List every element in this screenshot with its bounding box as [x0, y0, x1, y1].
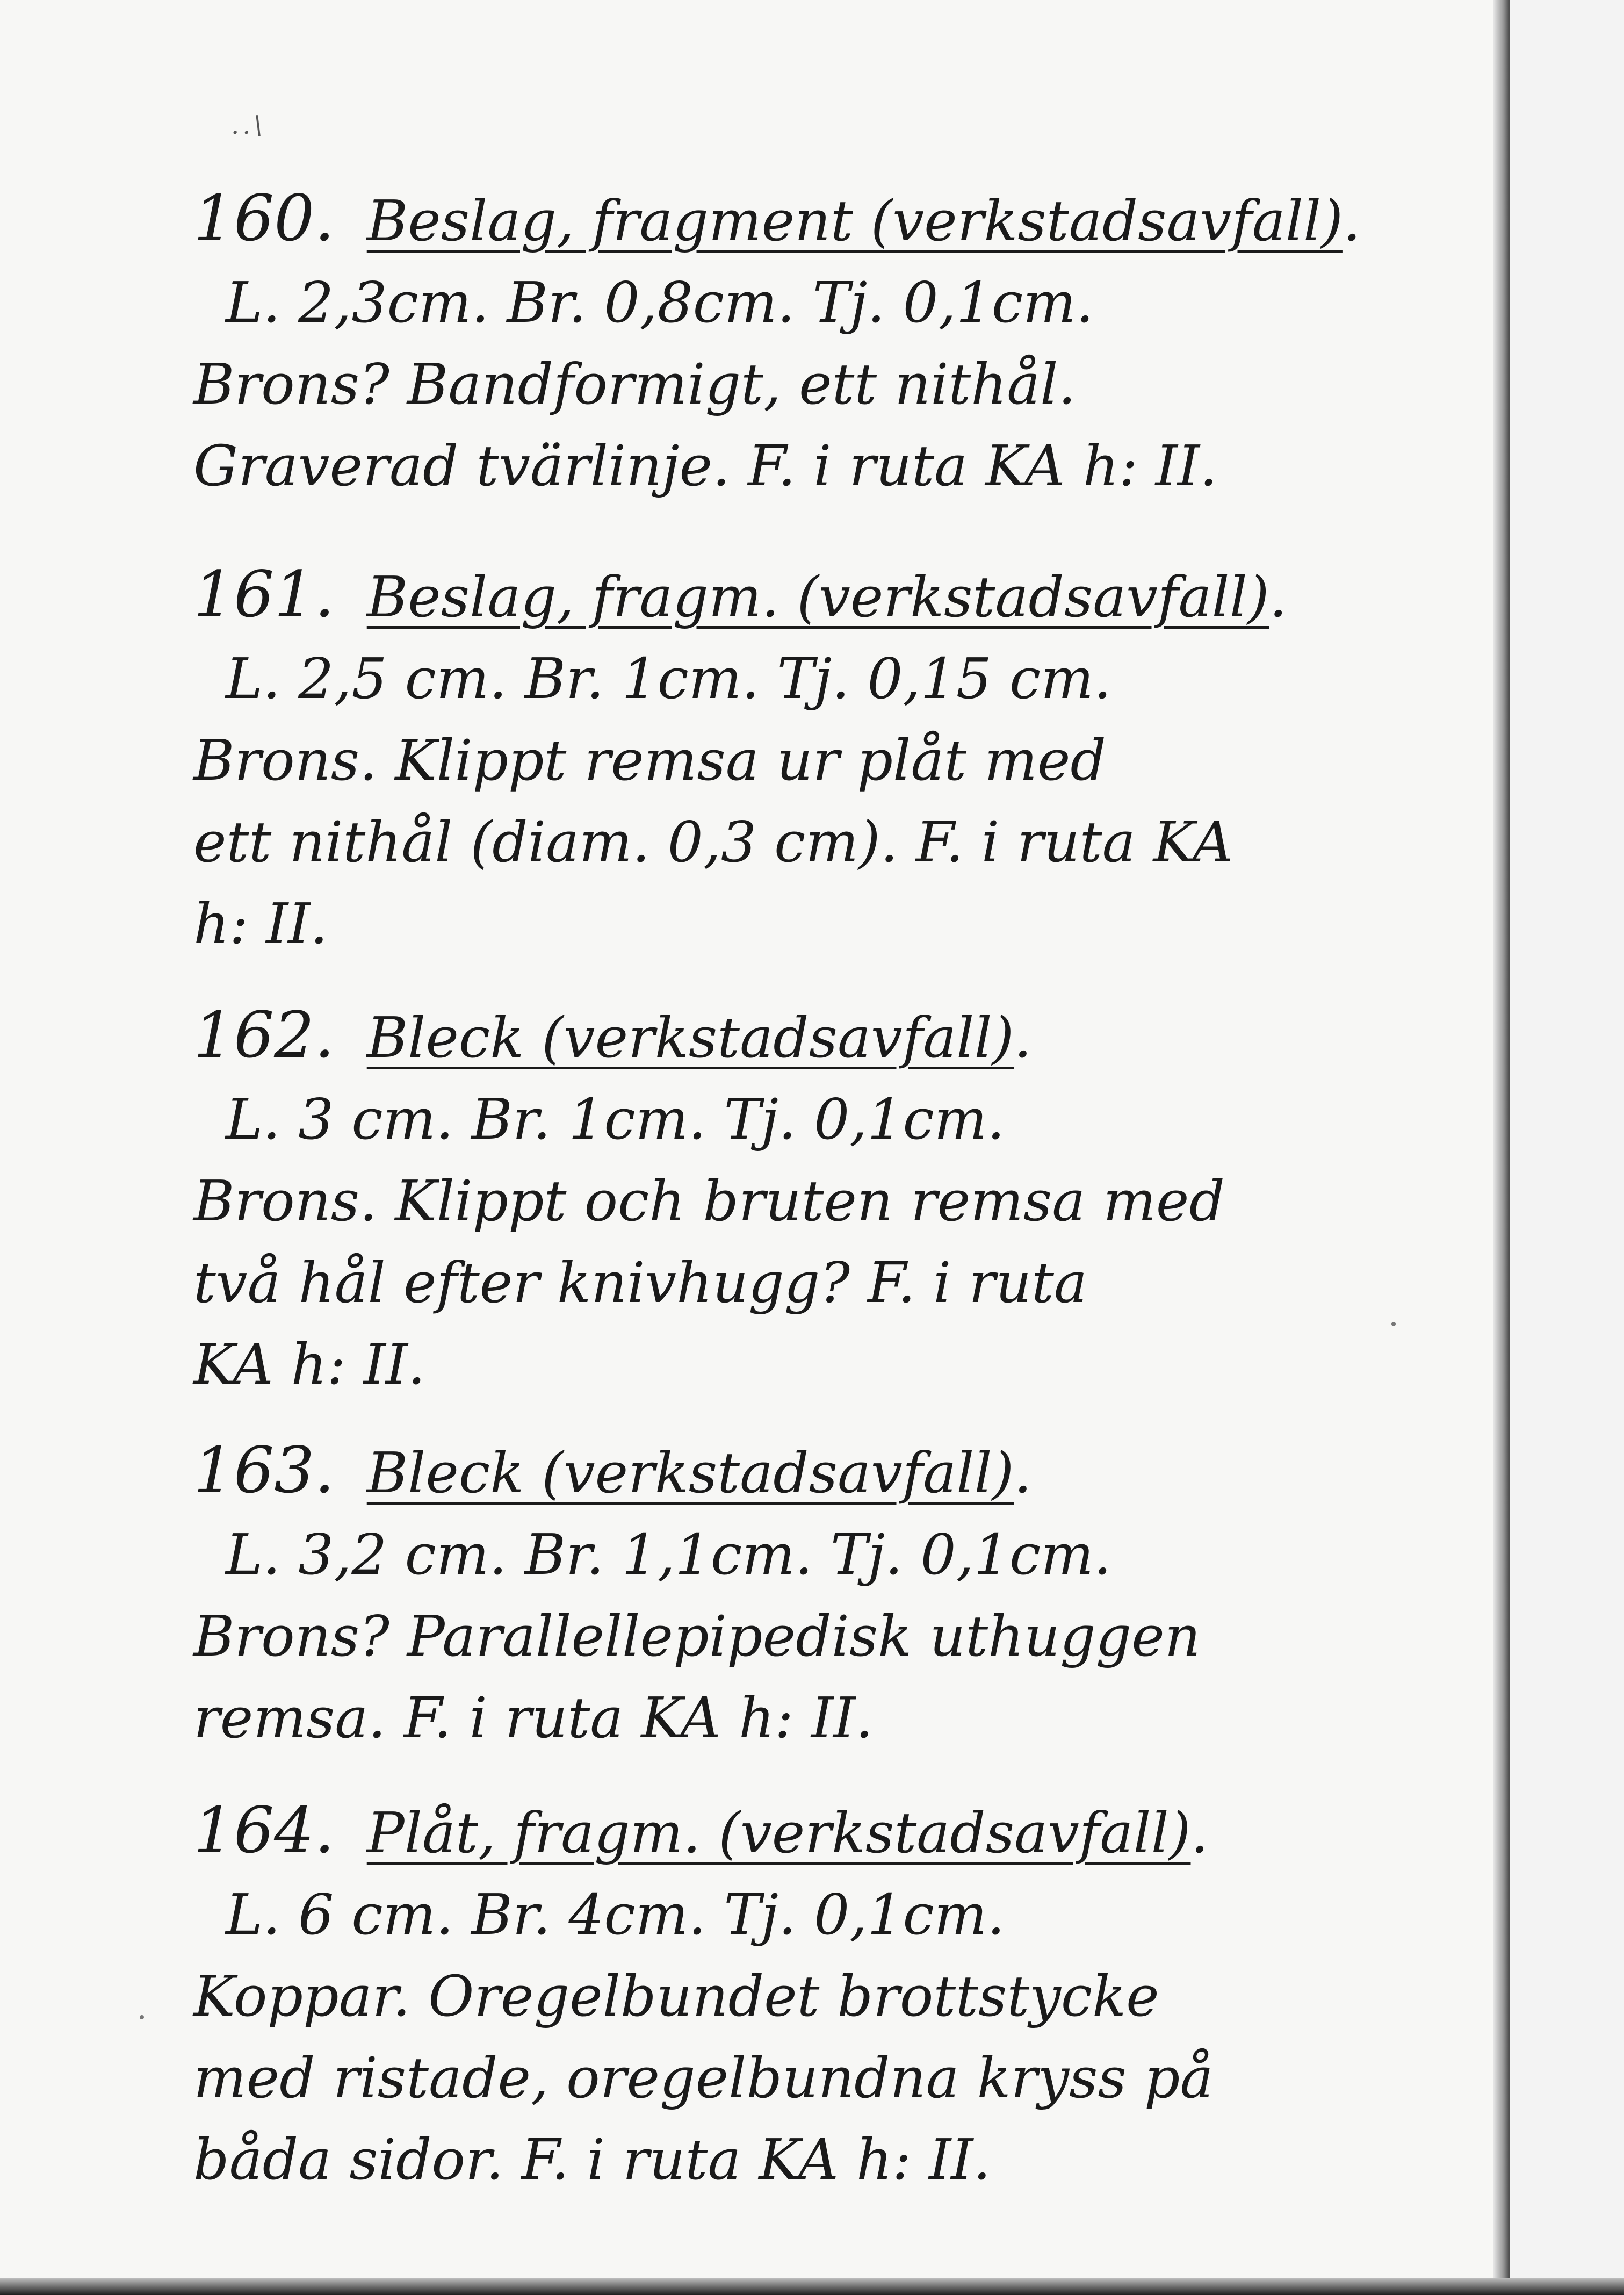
entry-heading: [193, 1789, 1348, 1874]
entry-title: Beslag, fragment (verkstadsavfall): [366, 188, 1343, 254]
page-edge-shadow: [1493, 0, 1510, 2295]
entry-heading: [193, 994, 1348, 1078]
entry-description-line: Brons. Klippt remsa ur plåt med: [193, 728, 1106, 793]
catalog-entry-163: [193, 1429, 1348, 1759]
catalog-entry-162: [193, 994, 1348, 1405]
entry-measurements: L. 2,5 cm. Br. 1cm. Tj. 0,15 cm.: [226, 646, 1111, 711]
entry-description-line: båda sidor. F. i ruta KA h: II.: [193, 2127, 991, 2192]
entry-description-line: ett nithål (diam. 0,3 cm). F. i ruta KA: [193, 809, 1233, 875]
entry-title: Bleck (verkstadsavfall): [366, 1440, 1014, 1506]
entry-measurements: L. 3,2 cm. Br. 1,1cm. Tj. 0,1cm.: [226, 1522, 1111, 1587]
paper-speck: [1391, 1322, 1396, 1326]
scan-bottom-shadow: [0, 2278, 1624, 2295]
entry-heading: [193, 553, 1348, 638]
entry-measurements: L. 2,3cm. Br. 0,8cm. Tj. 0,1cm.: [226, 270, 1094, 335]
entry-heading: [193, 177, 1361, 262]
catalog-entry-160: [193, 177, 1361, 507]
entry-number: 163.: [193, 1433, 335, 1507]
entry-description-line: två hål efter knivhugg? F. i ruta: [193, 1250, 1087, 1315]
corner-mark: ..\: [231, 110, 266, 140]
entry-title: Bleck (verkstadsavfall): [366, 1005, 1014, 1070]
entry-description-line: Brons? Parallellepipedisk uthuggen: [193, 1603, 1201, 1669]
entry-description-line: h: II.: [193, 891, 328, 956]
scan-margin: [1510, 0, 1624, 2295]
entry-number: 164.: [193, 1793, 335, 1867]
entry-title-end: .: [1342, 188, 1361, 254]
entry-number: 160.: [193, 181, 335, 255]
entry-description-line: remsa. F. i ruta KA h: II.: [193, 1685, 874, 1751]
entry-title-end: .: [1014, 1440, 1032, 1506]
entry-title: Beslag, fragm. (verkstadsavfall): [366, 564, 1269, 630]
entry-number: 161.: [193, 557, 335, 631]
entry-title: Plåt, fragm. (verkstadsavfall): [366, 1800, 1191, 1866]
entry-measurements: L. 3 cm. Br. 1cm. Tj. 0,1cm.: [226, 1087, 1005, 1152]
entry-description-line: med ristade, oregelbundna kryss på: [193, 2045, 1214, 2111]
entry-description-line: Graverad tvärlinje. F. i ruta KA h: II.: [193, 433, 1218, 499]
catalog-entry-161: [193, 553, 1348, 965]
entry-heading: [193, 1429, 1348, 1514]
entry-number: 162.: [193, 998, 335, 1072]
entry-description-line: KA h: II.: [193, 1332, 425, 1397]
entry-title-end: .: [1269, 564, 1287, 630]
entry-description-line: Brons. Klippt och bruten remsa med: [193, 1168, 1225, 1234]
catalog-entry-164: [193, 1789, 1348, 2200]
entry-description-line: Koppar. Oregelbundet brottstycke: [193, 1963, 1159, 2029]
paper-speck: [140, 2015, 144, 2019]
entry-measurements: L. 6 cm. Br. 4cm. Tj. 0,1cm.: [226, 1882, 1005, 1947]
entry-description-line: Brons? Bandformigt, ett nithål.: [193, 351, 1076, 417]
entry-title-end: .: [1190, 1800, 1209, 1866]
entry-title-end: .: [1014, 1005, 1032, 1070]
